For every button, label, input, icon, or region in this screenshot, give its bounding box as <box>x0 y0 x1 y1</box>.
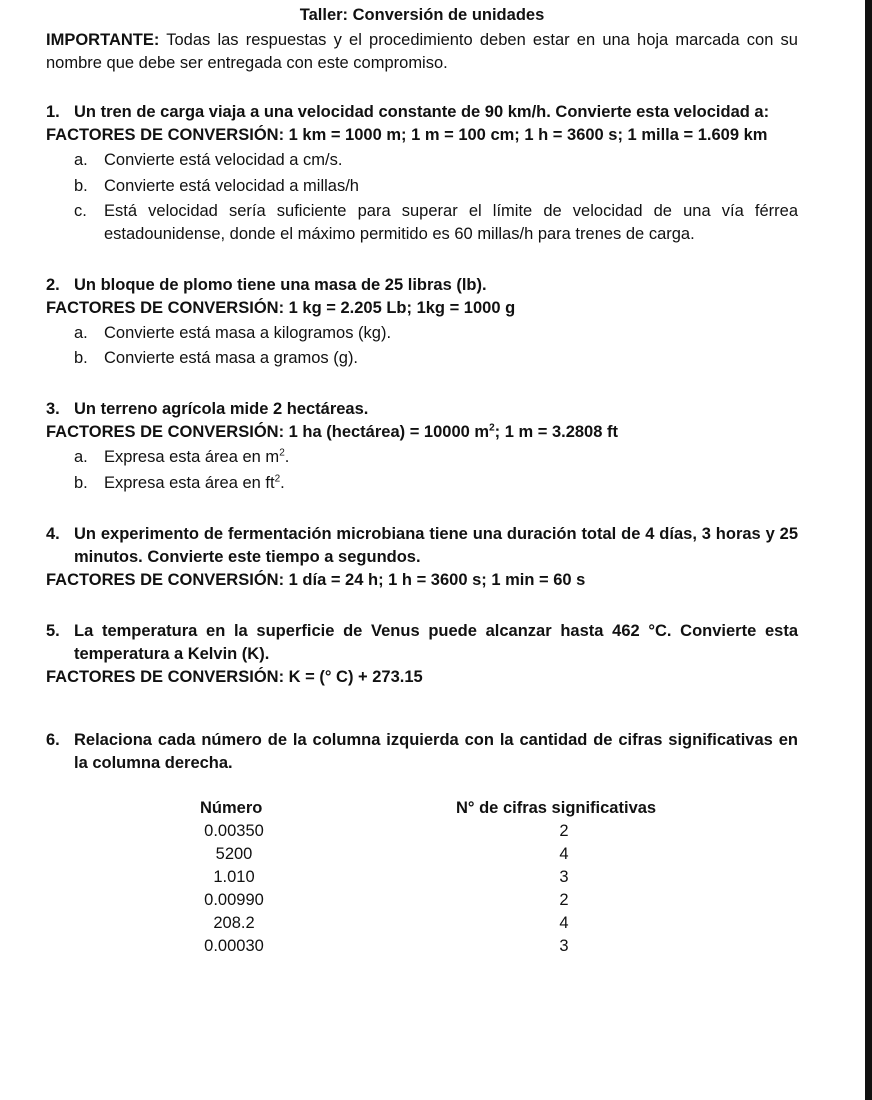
sub-text-end: . <box>284 448 290 467</box>
sub-text: Está velocidad sería suficiente para superar el límite de velocidad de una vía férrea estadounidense, donde el máximo permitido es 60 millas/h para trenes de carga. <box>104 201 798 243</box>
conversion-factors: FACTORES DE CONVERSIÓN: 1 kg = 2.205 Lb; 1kg = 1000 g <box>46 298 516 317</box>
sub-letter: a. <box>74 151 88 170</box>
sub-text: Convierte está velocidad a millas/h <box>104 176 359 195</box>
important-text: Todas las respuestas y el procedimiento deben estar en una hoja marcada con su nombre que debe ser entregada con este compromiso. <box>46 31 798 73</box>
number-cell: 0.00350 <box>204 822 264 841</box>
sub-item <box>46 322 798 345</box>
sub-text <box>104 472 798 495</box>
sig-figs-cell: 2 <box>559 822 569 841</box>
sub-text-end: . <box>280 473 285 492</box>
question-6 <box>46 729 798 775</box>
question-3 <box>46 398 798 494</box>
sub-letter: b. <box>74 176 88 195</box>
question-4 <box>46 523 798 592</box>
sub-text-main: Expresa esta área en m <box>104 448 280 467</box>
sub-item <box>46 472 798 495</box>
sub-item <box>46 200 798 246</box>
question-text: Un terreno agrícola mide 2 hectáreas. <box>74 400 369 419</box>
sig-figs-cell: 3 <box>559 868 569 887</box>
sub-item <box>46 175 798 198</box>
question-number: 2. <box>46 275 60 294</box>
question-text: La temperatura en la superficie de Venus puede alcanzar hasta 462 °C. Convierte esta temperatura a Kelvin (K). <box>74 621 798 663</box>
conversion-factors: FACTORES DE CONVERSIÓN: 1 km = 1000 m; 1 m = 100 cm; 1 h = 3600 s; 1 milla = 1.609 km <box>46 126 768 145</box>
sub-letter: a. <box>74 324 88 343</box>
sig-figs-cell: 4 <box>559 845 569 864</box>
important-label: IMPORTANTE: <box>46 31 160 50</box>
conversion-factors <box>46 421 798 444</box>
sub-item <box>46 347 798 370</box>
question-number: 5. <box>46 621 60 640</box>
superscript: 2 <box>279 447 285 459</box>
superscript: 2 <box>274 473 281 484</box>
superscript: 2 <box>489 422 495 434</box>
number-cell: 0.00030 <box>204 937 264 956</box>
conversion-factors: FACTORES DE CONVERSIÓN: K = (° C) + 273.15 <box>46 668 423 687</box>
worksheet-page <box>46 4 798 967</box>
factors-text: FACTORES DE CONVERSIÓN: 1 ha (hectárea) = 10000 m <box>46 423 490 442</box>
question-number: 6. <box>46 731 60 750</box>
question-text: Un bloque de plomo tiene una masa de 25 libras (lb). <box>74 275 487 294</box>
sub-letter: c. <box>74 201 87 220</box>
sig-figs-cell: 3 <box>559 937 569 956</box>
question-number: 1. <box>46 103 60 122</box>
number-column-header: Número <box>200 799 263 818</box>
sub-letter: b. <box>74 473 88 492</box>
sub-text <box>104 446 798 469</box>
number-cell: 5200 <box>215 845 253 864</box>
sig-figs-column-header: N° de cifras significativas <box>456 799 657 818</box>
question-1 <box>46 101 798 246</box>
sub-text-main: Expresa esta área en ft <box>104 473 275 492</box>
matching-table <box>46 797 798 967</box>
sub-text: Convierte está masa a kilogramos (kg). <box>104 324 392 343</box>
question-5 <box>46 620 798 689</box>
number-cell: 208.2 <box>213 914 255 933</box>
question-number: 4. <box>46 524 60 543</box>
question-2 <box>46 274 798 370</box>
factors-text: ; 1 m = 3.2808 ft <box>494 423 618 442</box>
sub-letter: b. <box>74 349 88 368</box>
question-text: Un tren de carga viaja a una velocidad constante de 90 km/h. Convierte esta velocidad a: <box>74 103 770 122</box>
sig-figs-cell: 2 <box>559 891 569 910</box>
sub-text: Convierte está velocidad a cm/s. <box>104 151 343 170</box>
sub-letter: a. <box>74 448 88 467</box>
sub-item <box>46 446 798 469</box>
page-title: Taller: Conversión de unidades <box>299 6 545 24</box>
sub-text: Convierte está masa a gramos (g). <box>104 349 359 368</box>
sig-figs-column <box>456 797 696 958</box>
sub-item <box>46 149 798 172</box>
question-text: Relaciona cada número de la columna izquierda con la cantidad de cifras significativas en la columna derecha. <box>74 731 798 773</box>
question-number: 3. <box>46 400 60 419</box>
page-edge-bar <box>865 0 872 1100</box>
number-cell: 0.00990 <box>204 891 264 910</box>
number-column <box>194 797 274 958</box>
important-note <box>46 29 798 75</box>
number-cell: 1.010 <box>213 868 255 887</box>
question-text: Un experimento de fermentación microbiana tiene una duración total de 4 días, 3 horas y 25 minutos. Convierte este tiempo a segundos. <box>74 524 798 566</box>
conversion-factors: FACTORES DE CONVERSIÓN: 1 día = 24 h; 1 h = 3600 s; 1 min = 60 s <box>46 570 586 589</box>
sig-figs-cell: 4 <box>559 914 569 933</box>
